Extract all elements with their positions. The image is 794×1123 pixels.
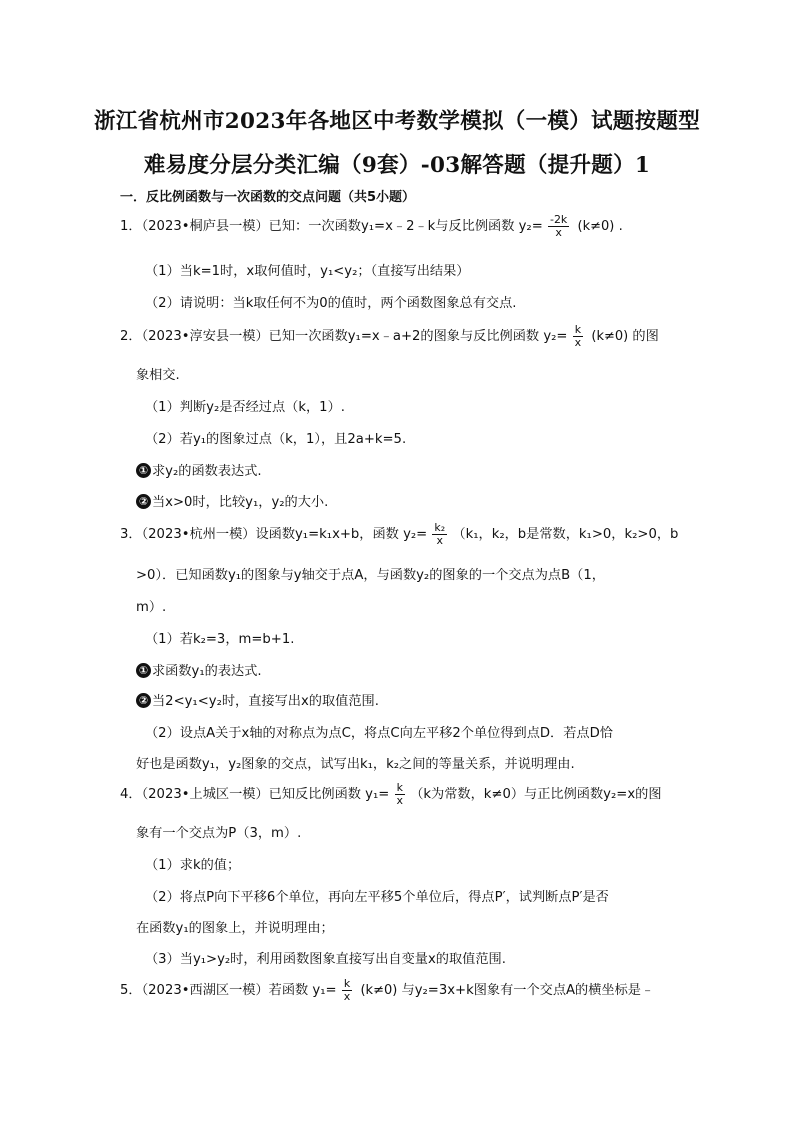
q4-part2-line2: 在函数y₁的图象上，并说明理由； [136,921,334,936]
q4-part1: （1）求k的值； [145,858,241,873]
q3-stem [120,522,678,546]
q1-stem [120,214,623,238]
q3-fraction-denominator: x [436,533,444,547]
q1-stem-text: 1．（2023•桐庐县一模）已知：一次函数y₁=x﹣2﹣k与反比例函数 [120,219,515,235]
q2-sub2 [136,491,328,510]
q4-fraction-denominator: x [396,793,404,807]
q5-formula-lhs: y₁= [312,983,337,999]
q2-sub1 [136,460,262,479]
q3-stem-continued-2: m）. [136,600,167,615]
q1-fraction-numerator: -2k [549,213,568,226]
q3-sub2-text: 当2<y₁<y₂时，直接写出x的取值范围. [152,694,379,709]
q1-stem-end: . [618,219,623,235]
q4-fraction-numerator: k [395,782,406,795]
q5-formula-condition: (k≠0) [360,983,398,999]
q3-formula-lhs: y₂= [403,527,428,543]
q4-stem-continued: 象有一个交点为P（3，m）. [136,826,302,841]
q5-stem-end: 与y₂=3x+k图象有一个交点A的横坐标是﹣ [401,983,655,999]
q1-part1: （1）当k=1时，x取何值时，y₁<y₂；（直接写出结果） [145,264,470,279]
q1-formula-condition: (k≠0) [577,219,615,235]
q5-fraction-numerator: k [342,978,353,991]
section-heading: 一．反比例函数与一次函数的交点问题（共5小题） [120,190,416,205]
q2-fraction [573,324,584,348]
q3-stem-text: 3．（2023•杭州一模）设函数y₁=k₁x+b，函数 [120,527,399,543]
q2-part1: （1）判断y₂是否经过点（k，1）. [145,400,345,415]
q4-stem [120,782,662,806]
q3-part2-line1: （2）设点A关于x轴的对称点为点C，将点C向左平移2个单位得到点D．若点D恰 [145,726,613,741]
q5-fraction [342,978,353,1002]
q3-stem-continued-1: >0）．已知函数y₁的图象与y轴交于点A，与函数y₂的图象的一个交点为点B（1， [136,568,605,583]
q1-part2: （2）请说明：当k取任何不为0的值时，两个函数图象总有交点. [145,296,517,311]
q5-stem [120,978,654,1002]
q5-fraction-denominator: x [343,989,351,1003]
q2-sub2-text: 当x>0时，比较y₁，y₂的大小. [152,495,329,510]
q3-stem-end: （k₁，k₂，b是常数，k₁>0，k₂>0，b [452,527,679,543]
q5-stem-text: 5．（2023•西湖区一模）若函数 [120,983,309,999]
q2-fraction-denominator: x [574,335,582,349]
q3-fraction [432,522,447,546]
q3-sub1 [136,660,262,679]
q3-sub2 [136,690,379,709]
q4-fraction [395,782,406,806]
q2-part2: （2）若y₁的图象过点（k，1），且2a+k=5. [145,432,407,447]
q2-stem-end: 的图 [632,329,659,345]
circled-number-1-icon: ① [136,463,151,478]
q2-stem-continued: 象相交. [136,368,180,383]
q2-formula-lhs: y₂= [543,329,568,345]
q4-part2-line1: （2）将点P向下平移6个单位，再向左平移5个单位后，得点P′，试判断点P′是否 [145,890,609,905]
q3-part1: （1）若k₂=3，m=b+1. [145,632,295,647]
q3-fraction-numerator: k₂ [434,521,446,534]
q2-stem [120,324,659,348]
q3-part2-line2: 好也是函数y₁，y₂图象的交点，试写出k₁，k₂之间的等量关系，并说明理由. [136,757,575,772]
q2-formula-condition: (k≠0) [591,329,629,345]
q3-sub1-text: 求函数y₁的表达式. [152,664,262,679]
circled-number-2-icon: ② [136,494,151,509]
circled-number-2-icon: ② [136,693,151,708]
q4-stem-end: （k为常数，k≠0）与正比例函数y₂=x的图 [410,787,662,803]
q1-fraction [548,214,569,238]
q2-stem-text: 2．（2023•淳安县一模）已知一次函数y₁=x﹣a+2的图象与反比例函数 [120,329,540,345]
document-title-line2: 难易度分层分类汇编（9套）-03解答题（提升题）1 [143,153,651,178]
q4-part3: （3）当y₁>y₂时，利用函数图象直接写出自变量x的取值范围. [145,952,506,967]
q4-stem-text: 4．（2023•上城区一模）已知反比例函数 [120,787,361,803]
q2-fraction-numerator: k [573,324,584,337]
q1-formula-lhs: y₂= [518,219,543,235]
document-title-line1: 浙江省杭州市2023年各地区中考数学模拟（一模）试题按题型 [93,109,701,134]
q1-fraction-denominator: x [555,225,562,239]
q4-formula-lhs: y₁= [365,787,390,803]
circled-number-1-icon: ① [136,663,151,678]
q2-sub1-text: 求y₂的函数表达式. [152,464,262,479]
